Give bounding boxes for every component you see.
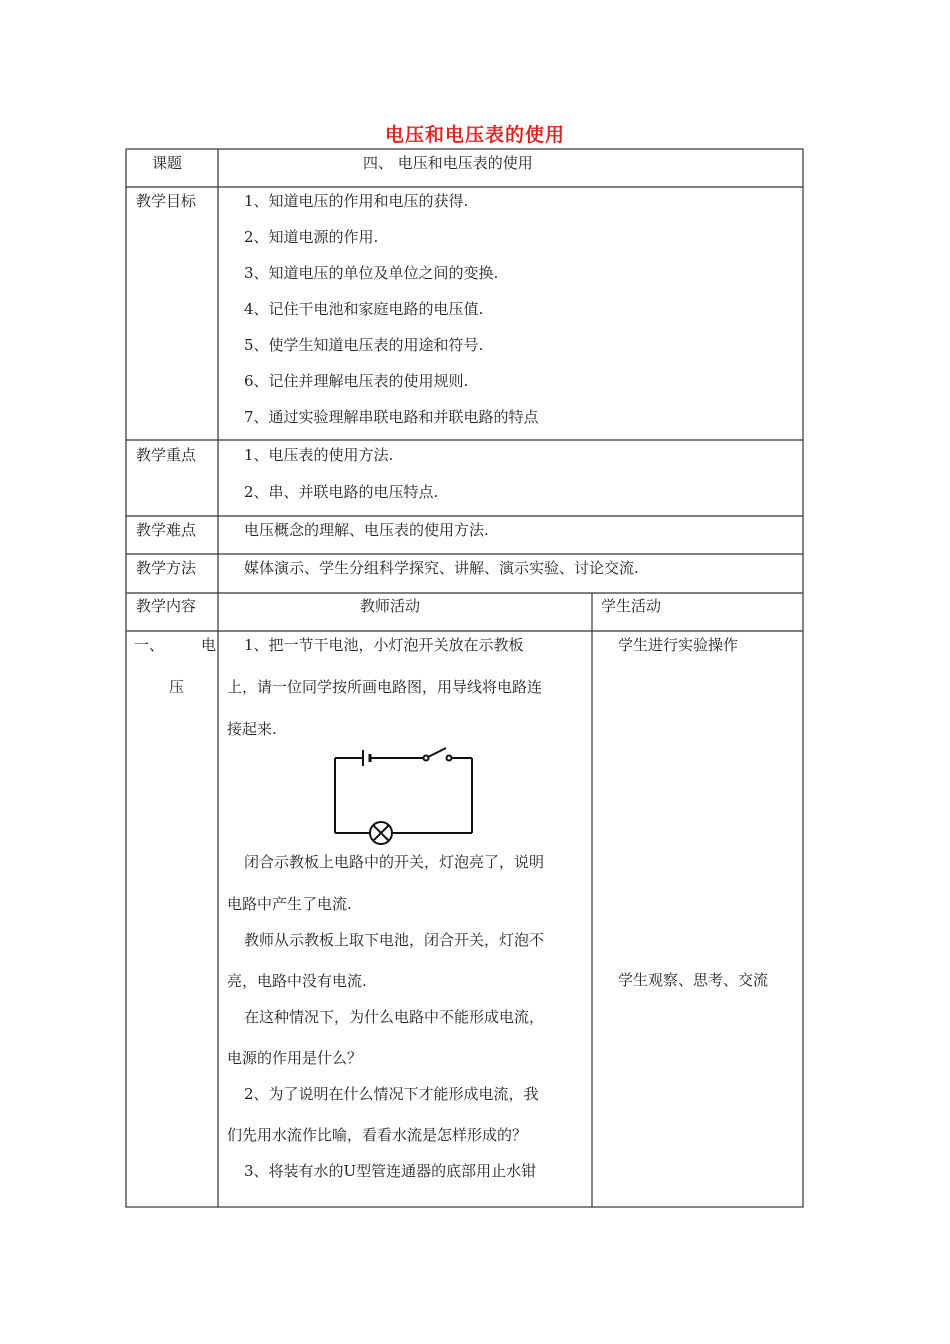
document-title: 电压和电压表的使用 [384,124,565,146]
teacher-line: 亮，电路中没有电流. [227,972,367,990]
objective-item: 7、通过实验理解串联电路和并联电路的特点 [244,408,539,426]
teacher-line: 电路中产生了电流. [227,895,352,913]
objective-item: 3、知道电压的单位及单位之间的变换. [244,264,499,282]
difficulty-value: 电压概念的理解、电压表的使用方法. [244,521,489,539]
method-label: 教学方法 [136,559,197,577]
teacher-line: 1、把一节干电池，小灯泡开关放在示教板 [244,636,524,654]
switch-contact-right [447,756,452,761]
teacher-line: 上，请一位同学按所画电路图，用导线将电路连 [227,678,543,696]
circuit-diagram [335,748,472,844]
student-line: 学生进行实验操作 [618,636,739,654]
teacher-line: 2、为了说明在什么情况下才能形成电流，我 [244,1085,539,1103]
difficulty-label: 教学难点 [136,521,197,539]
objectives-label: 教学目标 [136,192,197,210]
teacher-line: 在这种情况下，为什么电路中不能形成电流， [244,1008,545,1026]
key-point-item: 2、串、并联电路的电压特点. [244,483,439,501]
teacher-line: 电源的作用是什么？ [227,1049,363,1067]
key-points-label: 教学重点 [136,446,197,464]
topic-label: 课题 [152,154,183,172]
teacher-line: 教师从示教板上取下电池，闭合开关，灯泡不 [244,931,545,949]
objective-item: 4、记住干电池和家庭电路的电压值. [244,300,484,318]
section-title-char: 压 [169,678,185,696]
student-line: 学生观察、思考、交流 [618,971,769,989]
student-activity-header: 学生活动 [601,597,662,615]
content-header: 教学内容 [136,597,197,615]
objective-item: 1、知道电压的作用和电压的获得. [244,192,469,210]
topic-value: 四、 电压和电压表的使用 [363,154,533,172]
teacher-line: 闭合示教板上电路中的开关，灯泡亮了，说明 [244,853,545,871]
section-title-char: 电 [201,636,217,654]
objective-item: 2、知道电源的作用. [244,228,379,246]
objective-item: 6、记住并理解电压表的使用规则. [244,372,469,390]
teacher-activity-header: 教师活动 [360,597,421,615]
switch-blade [428,748,446,757]
objective-item: 5、使学生知道电压表的用途和符号. [244,336,484,354]
key-point-item: 1、电压表的使用方法. [244,446,394,464]
teacher-line: 接起来. [227,720,277,738]
teacher-line: 们先用水流作比喻，看看水流是怎样形成的？ [227,1126,528,1144]
teacher-line: 3、将装有水的U型管连通器的底部用止水钳 [244,1162,537,1180]
section-number: 一、 [134,636,165,654]
method-value: 媒体演示、学生分组科学探究、讲解、演示实验、讨论交流. [244,559,639,577]
